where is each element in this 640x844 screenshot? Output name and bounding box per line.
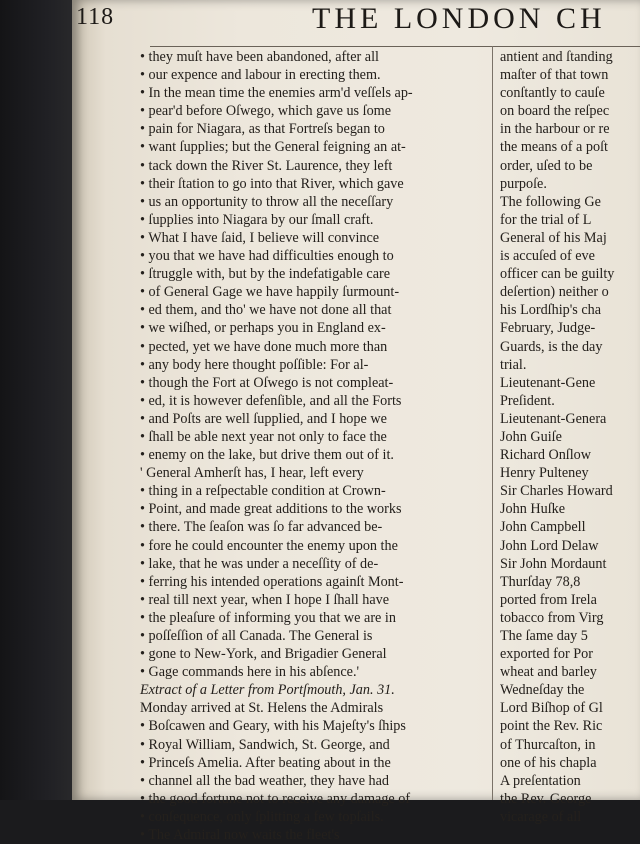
left-column [140,48,490,844]
text-line: on board the reſpec [500,103,610,120]
text-line: • the good fortune not to receive any damage of [140,790,411,807]
text-line: • In the mean time the enemies arm'd veſſels ap- [140,85,413,102]
text-line: • want ſupplies; but the General feigning an at- [140,139,406,156]
text-line: • gone to New-York, and Brigadier General [140,646,387,663]
text-line: The following Ge [500,193,601,210]
text-line: Guards, is the day [500,338,603,355]
text-line: • ſhall be able next year not only to face the [140,428,387,445]
extract-heading: Extract of a Letter from Portſmouth, Jan. 31. [140,682,395,699]
header-rule [150,46,640,47]
text-line: Richard Onſlow [500,447,592,464]
text-line: • ſtruggle with, but by the indefatigable care [140,266,391,283]
text-line: antient and ſtanding [500,49,613,65]
text-line: for the trial of L [500,211,592,228]
text-line: Wedneſday the [500,682,585,699]
column-divider [492,46,493,800]
text-line: tobacco from Virg [500,609,604,626]
text-line: • tack down the River St. Laurence, they left [140,157,393,174]
text-line: • conſequence, only ſplitting a few topſails. [140,808,384,825]
text-line: trial. [500,356,527,373]
text-line: • they muſt have been abandoned, after all [140,49,379,65]
text-line: the Rev. George [500,790,592,807]
text-line: • Royal William, Sandwich, St. George, and [140,736,390,753]
text-line: General of his Maj [500,229,607,246]
text-line: • Princeſs Amelia. After beating about in the [140,754,391,771]
text-line: conſtantly to cauſe [500,85,605,102]
text-line: • Point, and made great additions to the works [140,501,402,518]
text-line: point the Rev. Ric [500,718,603,735]
text-line: Monday arrived at St. Helens the Admirals [140,700,384,717]
text-line: • poſſeſſion of all Canada. The General is [140,628,373,644]
text-line: • real till next year, when I hope I ſhall have [140,591,390,608]
text-line: Thurſday 78,8 [500,573,581,590]
text-line: Lord Biſhop of Gl [500,700,603,717]
text-line: • the pleaſure of informing you that we are in [140,609,396,626]
text-line: • you that we have had difficulties enough to [140,248,394,265]
text-line: maſter of that town [500,67,609,84]
text-line: • What I have ſaid, I believe will convince [140,229,380,246]
text-line: • ſupplies into Niagara by our ſmall craft. [140,211,374,228]
text-line: • ferring his intended operations againſt Mont- [140,573,404,590]
text-line: • their ſtation to go into that River, which gave [140,175,404,192]
text-line: is accuſed of eve [500,248,595,265]
text-line: • enemy on the lake, but drive them out of it. [140,447,394,464]
text-line: Henry Pulteney [500,465,589,482]
text-line: John Lord Delaw [500,537,599,554]
text-line: • pain for Niagara, as that Fortreſs began to [140,121,385,138]
text-line: • ed them, and tho' we have not done all that [140,302,392,319]
text-line: Preſident. [500,392,555,409]
text-line: order, uſed to be [500,157,593,174]
text-line: deſertion) neither o [500,284,609,301]
text-line: • lake, that he was under a neceſſity of de- [140,555,379,572]
text-line: • our expence and labour in erecting them. [140,67,381,84]
text-line: Lieutenant-Genera [500,410,607,427]
text-line: purpoſe. [500,175,547,192]
text-line: John Guiſe [500,428,562,445]
text-line: • Boſcawen and Geary, with his Majeſty's ſhips [140,718,406,735]
text-line: • thing in a reſpectable condition at Crown- [140,483,386,500]
page-number: 118 [76,4,115,30]
text-line: • though the Fort at Oſwego is not compleat- [140,374,394,391]
text-line: Lieutenant-Gene [500,374,596,391]
text-line: John Campbell [500,519,586,536]
dark-background-margin [0,0,78,800]
text-line: • pected, yet we have done much more than [140,338,388,355]
text-line: • and Poſts are well ſupplied, and I hope we [140,410,387,427]
text-line: • there. The ſeaſon was ſo far advanced be- [140,519,383,536]
text-line: The ſame day 5 [500,628,588,644]
text-line: exported for Por [500,646,593,663]
text-line: Sir Charles Howard [500,483,613,500]
text-line: ' General Amherſt has, I hear, left every [140,465,364,482]
text-line: • The Admiral now waits the fleet's [140,827,340,844]
text-line: • of General Gage we have happily ſurmount- [140,284,400,301]
right-column [500,48,640,826]
text-line: his Lordſhip's cha [500,302,602,319]
text-line: • any body here thought poſſible: For al- [140,356,369,373]
text-line: ported from Irela [500,591,597,608]
text-line: wheat and barley [500,664,597,681]
text-line: • fore he could encounter the enemy upon the [140,537,398,554]
text-line: • Gage commands here in his abſence.' [140,664,360,681]
text-line: A preſentation [500,772,581,789]
text-line: officer can be guilty [500,266,615,283]
masthead-title: THE LONDON CH [312,2,606,35]
text-line: • channel all the bad weather, they have had [140,772,390,789]
text-line: John Huſke [500,501,566,518]
text-line: the means of a poſt [500,139,608,156]
text-line: Sir John Mordaunt [500,555,607,572]
text-line: in the harbour or re [500,121,610,138]
text-line: • us an opportunity to throw all the neceſſary [140,193,394,210]
text-line: of Thurcaſton, in [500,736,596,753]
text-line: • ed, it is however defenſible, and all the Forts [140,392,402,409]
text-line: • we wiſhed, or perhaps you in England ex- [140,320,386,337]
text-line: one of his chapla [500,754,597,771]
text-line: • pear'd before Oſwego, which gave us ſome [140,103,391,120]
text-line: February, Judge- [500,320,596,337]
text-line: vicarage of all [500,808,582,825]
